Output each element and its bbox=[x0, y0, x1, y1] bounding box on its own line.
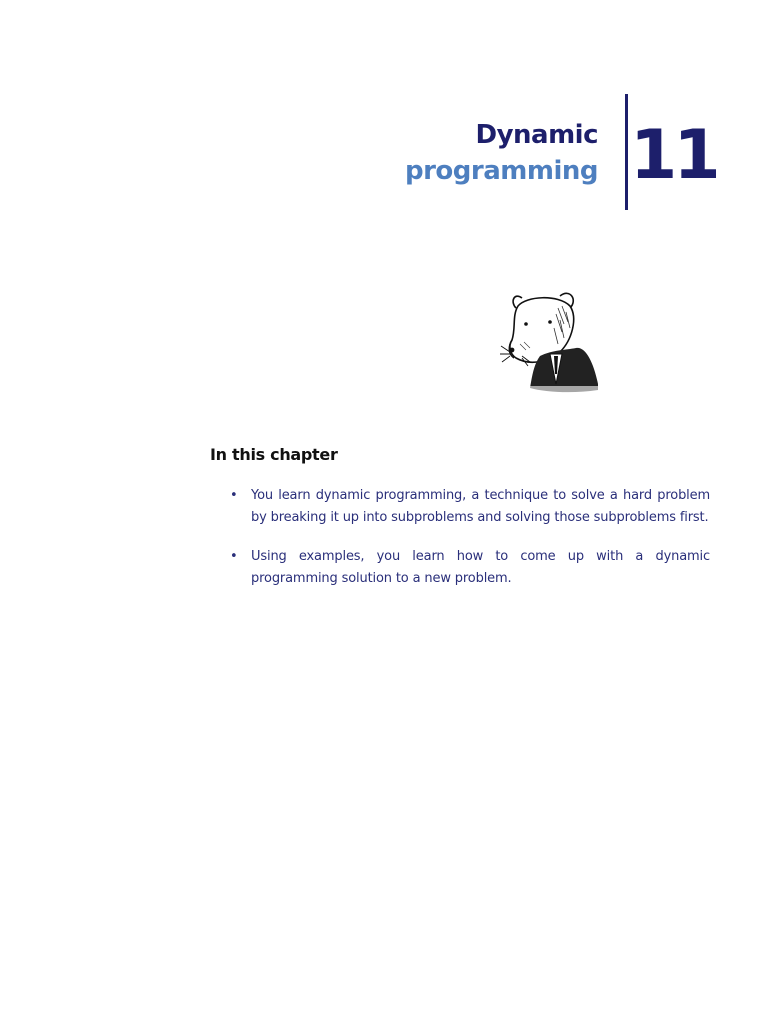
chapter-objectives-list bbox=[230, 485, 710, 607]
chapter-title-line1: Dynamic bbox=[475, 120, 598, 150]
section-heading: In this chapter bbox=[210, 445, 338, 464]
list-item bbox=[230, 485, 710, 528]
chapter-number: 11 bbox=[630, 116, 717, 195]
list-item bbox=[230, 546, 710, 589]
rat-mascot-illustration bbox=[500, 284, 604, 396]
list-item-text: Using examples, you learn how to come up with a dynamic programming solution to a new problem. bbox=[251, 549, 710, 586]
bullet-icon: • bbox=[230, 549, 238, 564]
list-item-text: You learn dynamic programming, a technique to solve a hard problem by breaking it up into subproblems and solving those subproblems first. bbox=[251, 488, 710, 525]
chapter-divider bbox=[625, 94, 628, 210]
chapter-title-line2: programming bbox=[405, 156, 598, 186]
chapter-title bbox=[405, 118, 598, 190]
bullet-icon: • bbox=[230, 488, 238, 503]
